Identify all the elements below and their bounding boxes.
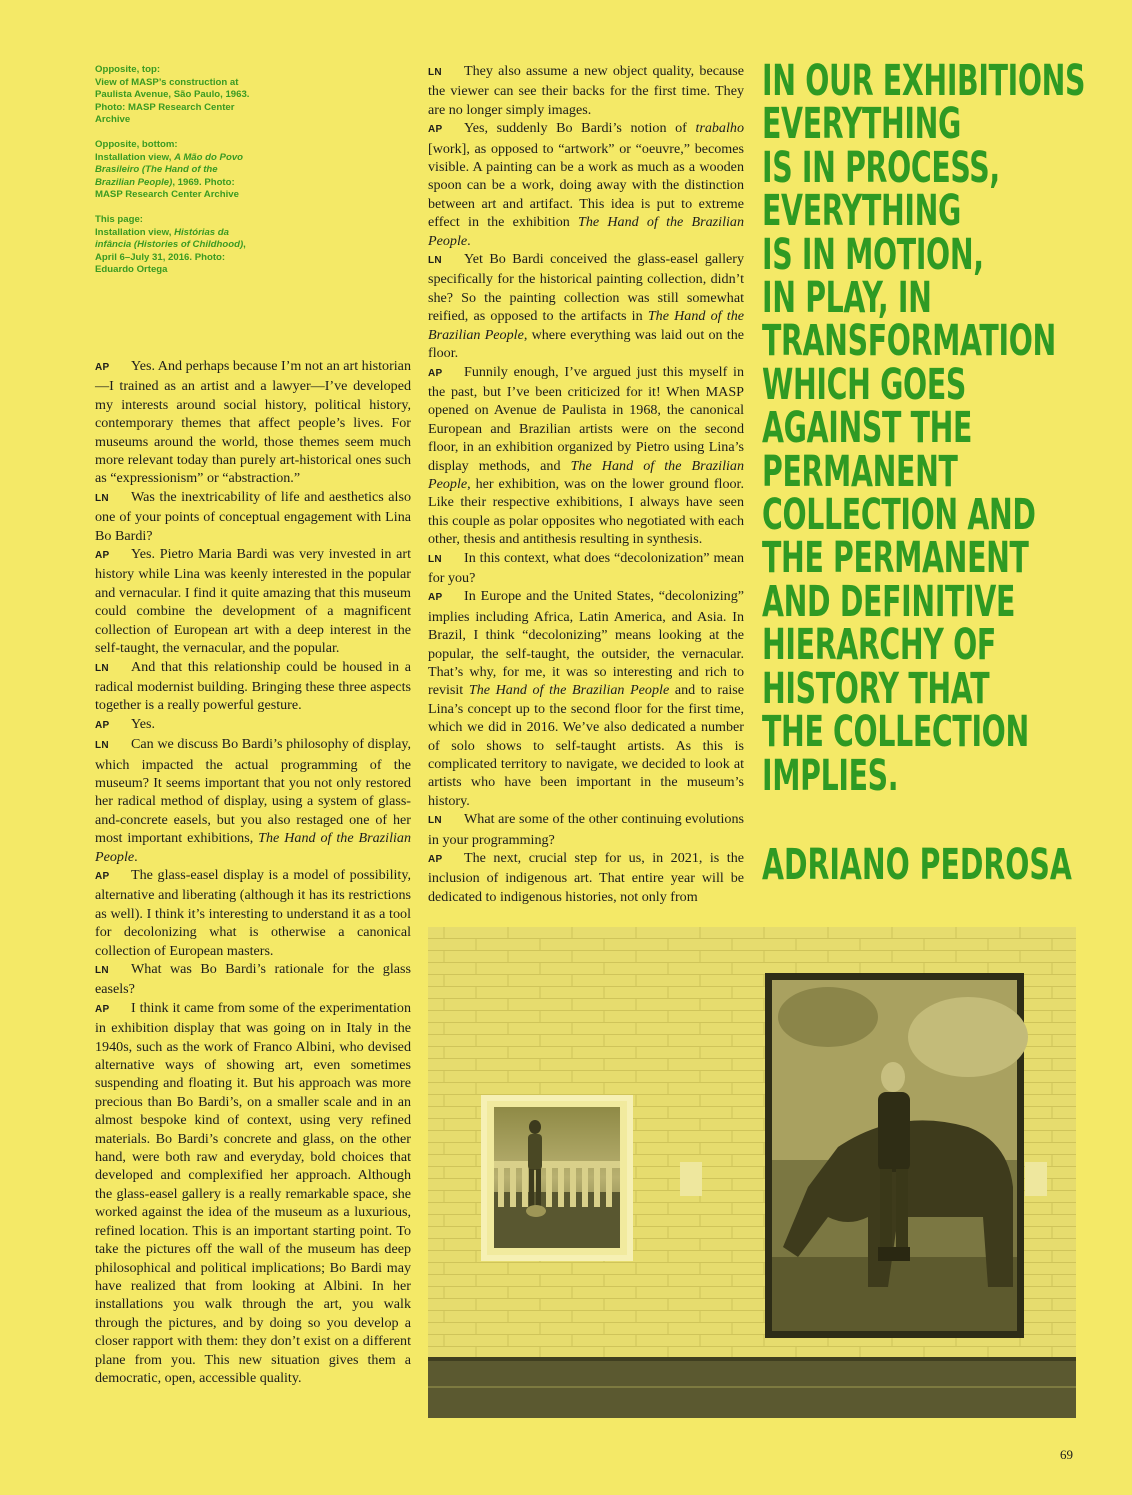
interview-paragraph — [428, 549, 744, 588]
paragraph-text: Yet Bo Bardi conceived the glass-easel gallery specifically for the historical painting collection, didn’t she? So the painting collection was still somewhat reified, as opposed to the artifacts in — [428, 251, 744, 325]
paragraph-text: . — [467, 232, 471, 249]
italic-title: The Hand of the Brazilian People — [95, 830, 411, 865]
pull-quote-line: HISTORY THAT — [762, 663, 990, 714]
speaker-initials: LN — [95, 965, 109, 976]
italic-title: The Hand of the Brazilian People — [428, 214, 744, 249]
speaker-initials: LN — [428, 815, 442, 827]
paragraph-text: The next, crucial step for us, in 2021, is the inclusion of indigenous art. That entire year will be dedicated to indigenous histories, not only from — [428, 850, 744, 905]
interview-paragraph — [95, 357, 411, 488]
caption — [95, 139, 255, 202]
interview-paragraph — [428, 587, 744, 810]
paragraph-text: Can we discuss Bo Bardi’s philosophy of display, which impacted the actual programming of the museum? It seems important that you not only restored her radical method of display, using a system of glass-and-concrete easels, but you also restaged one of her most important exhibitions, — [95, 736, 411, 847]
caption — [95, 214, 255, 277]
caption-text: View of MASP’s construction at Paulista Avenue, São Paulo, 1963. Photo: MASP Research Center Archive — [95, 76, 250, 126]
interview-paragraph — [428, 810, 744, 849]
paragraph-text: , where everything was laid out on the floor. — [428, 326, 744, 362]
interview-paragraph — [95, 488, 411, 545]
interview-paragraph — [95, 960, 411, 999]
pull-quote-line: AND DEFINITIVE — [762, 576, 1016, 627]
paragraph-text: Yes, suddenly Bo Bardi’s notion of — [464, 120, 696, 137]
interview-paragraph — [95, 715, 411, 735]
paragraph-text: and to raise Lina’s concept up to the second floor for the first time, which we did in 2016. We’ve also dedicated a number of solo shows to self-taught artists. As this is complicated territory to navigate, we decided to look at artists who have been important in the museum’s history. — [428, 682, 744, 809]
interview-paragraph — [428, 119, 744, 250]
italic-title: trabalho — [695, 120, 744, 137]
interview-paragraph — [95, 545, 411, 657]
interview-column-2 — [428, 62, 744, 906]
paragraph-text: Yes. — [131, 715, 156, 732]
paragraph-text: Funnily enough, I’ve argued just this myself in the past, but I’ve been criticized for it! When MASP opened on Avenue de Paulista in 1968, the canonical European and Brazilian artists were on the second floor, in an exhibition organized by Pietro using Lina’s display methods, and — [428, 363, 744, 474]
speaker-initials: AP — [428, 124, 443, 136]
speaker-initials: LN — [95, 492, 109, 504]
wall-label — [1025, 1162, 1047, 1196]
speaker-initials: LN — [428, 255, 442, 267]
speaker-initials: LN — [428, 553, 442, 565]
caption-text: Installation view, — [95, 151, 175, 163]
paragraph-text: . — [134, 848, 138, 865]
caption-label: This page: — [95, 213, 143, 225]
pull-quote-line: AGAINST THE — [762, 403, 973, 454]
wall-label — [680, 1162, 702, 1196]
pull-quote-line: EVERYTHING — [762, 99, 962, 150]
framed-painting — [765, 973, 1028, 1338]
pull-quote — [762, 56, 1092, 801]
speaker-initials: AP — [428, 592, 443, 604]
paragraph-text: What are some of the other continuing evolutions in your programming? — [428, 811, 744, 848]
pull-quote-line: THE COLLECTION — [762, 707, 1029, 758]
pull-quote-line: PERMANENT — [762, 446, 958, 497]
paragraph-text: I think it came from some of the experimentation in exhibition display that was going on in Italy in the 1940s, such as the work of Franco Albini, who devised alternative ways of showing art, even sometimes suspending and floating it. But his approach was more precious than Bo Bardi’s, on a smaller scale and in an almost bespoke kind of context, using very refined materials. Bo Bardi’s concrete and glass, on the other hand, were both raw and everyday, bold choices that developed and complexified her approach. Although the glass-easel gallery is a really remarkable space, she worked against the idea of the museum as a luxurious, refined location. This is an important starting point. To take the pictures off the wall of the museum has deep philosophical and political implications; Bo Bardi may have realized that from looking at Albini. In her installations you walk through the art, you walk through the pictures, and by doing so you develop a closer rapport with them: they don’t exist on a different plane from you. This new situation gives them a democratic, open, accessible quality. — [95, 999, 411, 1386]
pull-quote-line: HIERARCHY OF — [762, 620, 996, 671]
paragraph-text: [work], as opposed to “artwork” or “oeuvre,” becomes visible. A painting can be a work as much as a wooden spoon can be a work, doing away with the distinction between art and artifact. This idea is put to extreme effect in the exhibition — [428, 140, 744, 231]
italic-title: The Hand of the Brazilian People — [428, 308, 744, 343]
speaker-initials: AP — [95, 870, 110, 882]
paragraph-text: The glass-easel display is a model of possibility, alternative and liberating (although it has its restrictions as well). I think it’s interesting to understand it as a tool for decolonizing what is otherwise a canonical collection of European masters. — [95, 866, 411, 959]
caption — [95, 64, 255, 127]
pull-quote-author: ADRIANO PEDROSA — [762, 840, 1072, 890]
framed-photograph — [481, 1095, 633, 1261]
paragraph-text: Yes. Pietro Maria Bardi was very invested in art history while Lina was keenly interested in the popular and vernacular. I find it quite amazing that this museum could combine the development of a magnificent collection of European art with a deep interest in the self-taught, the vernacular, and the popular. — [95, 546, 411, 657]
caption-text: , April 6–July 31, 2016. Photo: Eduardo Ortega — [95, 239, 246, 276]
caption-label: Opposite, top: — [95, 64, 161, 75]
speaker-initials: AP — [95, 550, 110, 562]
caption-title: Histórias da infância (Histories of Childhood) — [95, 226, 244, 251]
interview-column-1 — [95, 357, 411, 1387]
pull-quote-line: IMPLIES. — [762, 750, 899, 801]
pull-quote-line: THE PERMANENT — [762, 533, 1029, 584]
pull-quote-line: IS IN PROCESS, — [762, 142, 1000, 193]
paragraph-text: , her exhibition, was on the lower ground floor. Like their respective exhibitions, I always have seen this couple as polar opposites who negotiated with each other, thesis and antithesis resulting in synthesis. — [428, 475, 744, 548]
pull-quote-line: IN PLAY, IN — [762, 273, 932, 324]
page-number: 69 — [1060, 1447, 1073, 1462]
pull-quote-line: IS IN MOTION, — [762, 229, 984, 280]
speaker-initials: LN — [428, 67, 442, 78]
speaker-initials: LN — [95, 740, 109, 752]
pull-quote-line: COLLECTION AND — [762, 490, 1036, 541]
italic-title: The Hand of the Brazilian People — [428, 457, 744, 492]
paragraph-text: What was Bo Bardi’s rationale for the glass easels? — [95, 961, 411, 998]
interview-paragraph — [95, 658, 411, 715]
interview-paragraph — [428, 849, 744, 906]
paragraph-text: They also assume a new object quality, because the viewer can see their backs for the first time. They are no longer simply images. — [428, 63, 744, 118]
pull-quote-line: EVERYTHING — [762, 186, 962, 237]
italic-title: The Hand of the Brazilian People — [468, 682, 670, 699]
paragraph-text: Was the inextricability of life and aesthetics also one of your points of conceptual engagement with Lina Bo Bardi? — [95, 488, 411, 544]
caption-title: A Mão do Povo Brasileiro (The Hand of the Brazilian People) — [95, 151, 244, 188]
paragraph-text: Yes. And perhaps because I’m not an art historian—I trained as an artist and a lawyer—I’ve developed my interests around social history, political history, contemporary themes that affect people’s lives. For museums around the world, those themes seem much more relevant today than purely art-historical ones such as “expressionism” or “abstraction.” — [95, 358, 411, 487]
photo-captions — [95, 64, 255, 289]
caption-text: Installation view, — [95, 226, 175, 238]
speaker-initials: AP — [95, 362, 110, 373]
speaker-initials: AP — [428, 367, 443, 379]
speaker-initials: AP — [428, 854, 443, 866]
speaker-initials: AP — [95, 719, 110, 731]
interview-paragraph — [428, 363, 744, 549]
interview-paragraph — [95, 866, 411, 960]
interview-paragraph — [95, 999, 411, 1388]
caption-text: , 1969. Photo: MASP Research Center Archive — [95, 176, 239, 201]
caption-label: Opposite, bottom: — [95, 138, 178, 150]
paragraph-text: In Europe and the United States, “decolonizing” implies including Africa, Latin America, and Asia. In Brazil, I think “decolonizing” means looking at the popular, the self-taught, the outsider, the vernacular. That’s why, for me, it was so interesting and rich to revisit — [428, 588, 744, 699]
interview-paragraph — [428, 62, 744, 119]
interview-paragraph — [428, 250, 744, 362]
paragraph-text: In this context, what does “decolonization” mean for you? — [428, 549, 744, 586]
speaker-initials: LN — [95, 662, 109, 674]
speaker-initials: AP — [95, 1003, 110, 1015]
pull-quote-line: TRANSFORMATION — [762, 316, 1056, 367]
pull-quote-line: IN OUR EXHIBITIONS — [762, 56, 1086, 106]
paragraph-text: And that this relationship could be housed in a radical modernist building. Bringing these three aspects together is a really powerful gesture. — [95, 658, 411, 714]
installation-photo — [428, 927, 1076, 1418]
interview-paragraph — [95, 735, 411, 866]
pull-quote-line: WHICH GOES — [762, 359, 967, 410]
